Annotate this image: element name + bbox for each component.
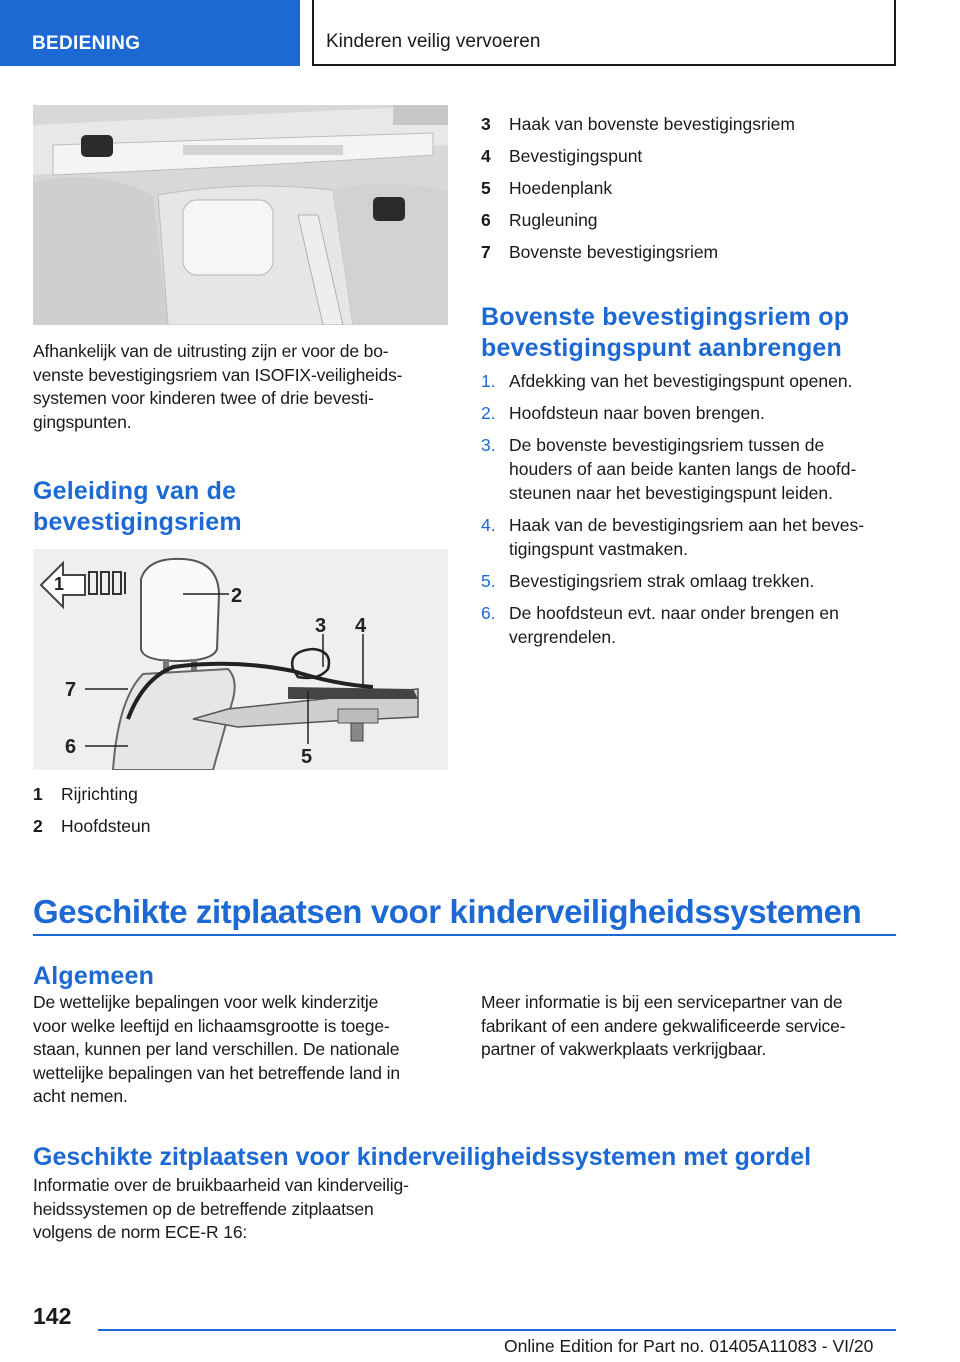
edition-text: Online Edition for Part no. 01405A11083 - VI/20 — [504, 1336, 874, 1356]
legend-right — [481, 108, 896, 268]
step-text — [509, 433, 896, 505]
footer-rule — [98, 1329, 896, 1331]
step-line: De hoofdsteun evt. naar onder brengen en — [509, 603, 839, 623]
legend-item — [481, 108, 896, 140]
step-line: Hoofdsteun naar boven brengen. — [509, 403, 765, 423]
general-line: De wettelijke bepalingen voor welk kinderzitje — [33, 992, 379, 1012]
general-line: acht nemen. — [33, 1086, 128, 1106]
step-text — [509, 601, 896, 649]
legend-number: 2 — [33, 816, 43, 836]
step-line: tigingspunt vastmaken. — [509, 539, 688, 559]
intro-line: Afhankelijk van de uitrusting zijn er voor de bo- — [33, 341, 389, 361]
belt-line: volgens de norm ECE-R 16: — [33, 1222, 248, 1242]
legend-label: Hoedenplank — [509, 178, 613, 198]
general-line: voor welke leeftijd en lichaamsgrootte is toege- — [33, 1015, 390, 1036]
section-title-line: Geleiding van de — [33, 477, 237, 505]
general-line: fabrikant of een andere gekwalificeerde service- — [481, 1015, 846, 1036]
step-item — [481, 369, 896, 393]
step-line: Bevestigingsriem strak omlaag trekken. — [509, 571, 815, 591]
legend-item — [481, 172, 896, 204]
general-line: partner of vakwerkplaats verkrijgbaar. — [481, 1039, 767, 1059]
step-text — [509, 569, 896, 593]
legend-number: 5 — [481, 178, 491, 198]
legend-left — [33, 778, 448, 842]
section-tab: BEDIENING — [0, 0, 300, 66]
legend-item — [33, 778, 448, 810]
diagram-label-3: 3 — [315, 615, 327, 637]
intro-paragraph — [33, 340, 448, 434]
belt-line: heidssystemen op de betreffende zitplaatsen — [33, 1198, 374, 1219]
chapter-rule — [33, 934, 896, 936]
step-text — [509, 513, 896, 561]
intro-line: systemen voor kinderen twee of drie bevesti- — [33, 388, 374, 408]
legend-item — [481, 204, 896, 236]
step-text — [509, 401, 896, 425]
step-item — [481, 433, 896, 505]
step-item — [481, 513, 896, 561]
legend-number: 1 — [33, 784, 43, 804]
diagram-label-4: 4 — [355, 615, 367, 637]
page-header — [0, 0, 960, 66]
general-line: Meer informatie is bij een servicepartner van de — [481, 992, 843, 1012]
section-title-line: bevestigingsriem — [33, 508, 242, 536]
legend-item — [33, 810, 448, 842]
step-line: Haak van de bevestigingsriem aan het beves- — [509, 515, 865, 535]
step-number: 5. — [481, 571, 496, 591]
rear-seat-photo — [33, 105, 448, 325]
section-guidance-title — [33, 476, 448, 538]
step-number: 2. — [481, 403, 496, 423]
section-mount-title — [481, 302, 896, 364]
legend-label: Rugleuning — [509, 210, 598, 230]
step-number: 1. — [481, 371, 496, 391]
step-line: De bovenste bevestigingsriem tussen de — [509, 435, 825, 455]
legend-label: Bevestigingspunt — [509, 146, 643, 166]
general-left-paragraph — [33, 991, 448, 1109]
section-title-line: Bovenste bevestigingsriem op — [481, 303, 850, 331]
legend-number: 7 — [481, 242, 491, 262]
belt-line: Informatie over de bruikbaarheid van kinderveilig- — [33, 1175, 409, 1195]
intro-line: venste bevestigingsriem van ISOFIX-veiligheids- — [33, 364, 403, 385]
section-title-line: bevestigingspunt aanbrengen — [481, 334, 843, 362]
step-number: 3. — [481, 435, 496, 455]
legend-number: 6 — [481, 210, 491, 230]
step-line: houders of aan beide kanten langs de hoofd- — [509, 459, 857, 479]
steps-list — [481, 369, 896, 657]
step-line: Afdekking van het bevestigingspunt openen. — [509, 371, 853, 391]
step-item — [481, 401, 896, 425]
diagram-label-5: 5 — [301, 746, 313, 768]
diagram-label-1: 1 — [54, 574, 65, 594]
page-title: Kinderen veilig vervoeren — [312, 0, 896, 66]
step-number: 4. — [481, 515, 496, 535]
step-item — [481, 601, 896, 649]
legend-label: Bovenste bevestigingsriem — [509, 242, 719, 262]
diagram-label-2: 2 — [231, 585, 243, 607]
headrest-shape — [141, 559, 219, 661]
general-line: wettelijke bepalingen van het betreffende land in — [33, 1062, 400, 1083]
belt-section-title: Geschikte zitplaatsen voor kinderveiligheidssystemen met gordel — [33, 1143, 812, 1171]
step-number: 6. — [481, 603, 496, 623]
intro-line: gingspunten. — [33, 411, 132, 432]
legend-number: 4 — [481, 146, 491, 166]
page-number: 142 — [33, 1303, 72, 1329]
legend-label: Hoofdsteun — [61, 816, 151, 836]
step-line: vergrendelen. — [509, 627, 617, 647]
general-right-paragraph — [481, 991, 896, 1062]
general-line: staan, kunnen per land verschillen. De nationale — [33, 1039, 400, 1059]
belt-section-paragraph — [33, 1174, 448, 1245]
chapter-title: Geschikte zitplaatsen voor kinderveiligheidssystemen — [33, 893, 862, 930]
diagram-label-7: 7 — [65, 679, 77, 701]
step-line: steunen naar het bevestigingspunt leiden. — [509, 483, 833, 503]
step-text — [509, 369, 896, 393]
legend-item — [481, 140, 896, 172]
diagram-label-6: 6 — [65, 736, 77, 758]
step-item — [481, 569, 896, 593]
belt-guidance-diagram — [33, 549, 448, 770]
legend-label: Rijrichting — [61, 784, 138, 804]
legend-item — [481, 236, 896, 268]
legend-label: Haak van bovenste bevestigingsriem — [509, 114, 795, 134]
legend-number: 3 — [481, 114, 491, 134]
general-title: Algemeen — [33, 962, 155, 990]
